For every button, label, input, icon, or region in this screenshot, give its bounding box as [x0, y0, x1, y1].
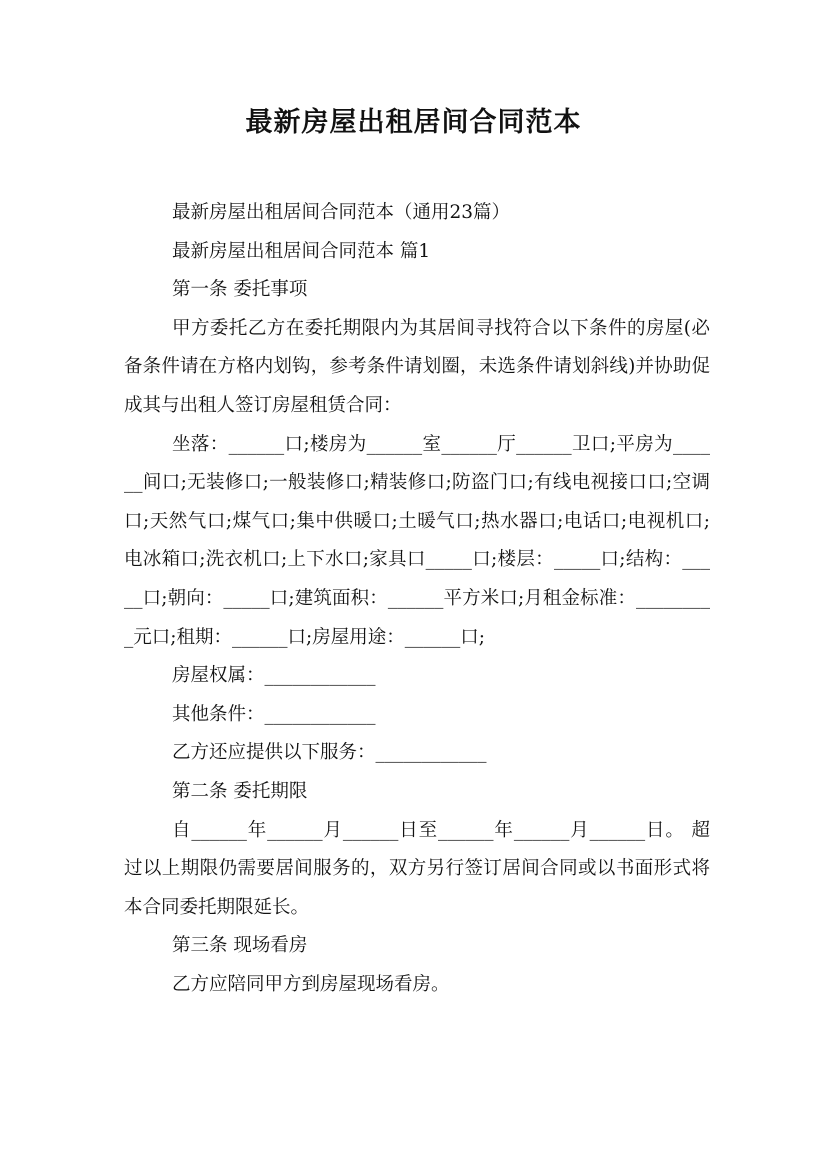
paragraph-entrust-matter: 甲方委托乙方在委托期限内为其居间寻找符合以下条件的房屋(必备条件请在方格内划钩，参考条件请划圈，未选条件请划斜线)并协助促成其与出租人签订房屋租赁合同：: [124, 317, 710, 416]
paragraph-extra-services: 乙方还应提供以下服务：____________: [172, 742, 487, 764]
paragraph-house-conditions: 坐落：______口;楼房为______室______厅______卫口;平房为______间口;无装修口;一般装修口;精装修口;防盗门口;有线电视接口口;空调口;天然气口;煤气口;集中供暖口;土暖气口;热水器口;电话口;电视机口;电冰箱口;洗衣机口;上下水口;家具口_____口;楼层：_____口;结构：_____口;朝向：_____口;建筑面积：______平方米口;月租金标准：_________元口;租期：______口;房屋用途：______口;: [124, 433, 710, 648]
article-heading-2: 第二条 委托期限: [172, 780, 308, 802]
paragraph-ownership: 房屋权属：____________: [172, 665, 376, 687]
paragraph-subtitle: 最新房屋出租居间合同范本（通用23篇）: [172, 202, 511, 223]
document-title: 最新房屋出租居间合同范本: [245, 107, 582, 138]
paragraph-entrust-period: 自______年______月______日至______年______月______日。 超过以上期限仍需要居间服务的，双方另行签订居间合同或以书面形式将本合同委托期限延长。: [124, 819, 710, 918]
paragraph-site-viewing: 乙方应陪同甲方到房屋现场看房。: [172, 973, 450, 995]
paragraph-section-heading: 最新房屋出租居间合同范本 篇1: [172, 240, 431, 262]
article-heading-3: 第三条 现场看房: [172, 935, 308, 957]
document-body: [124, 194, 710, 1004]
article-heading-1: 第一条 委托事项: [172, 279, 308, 301]
paragraph-other-conditions: 其他条件：____________: [172, 703, 376, 725]
